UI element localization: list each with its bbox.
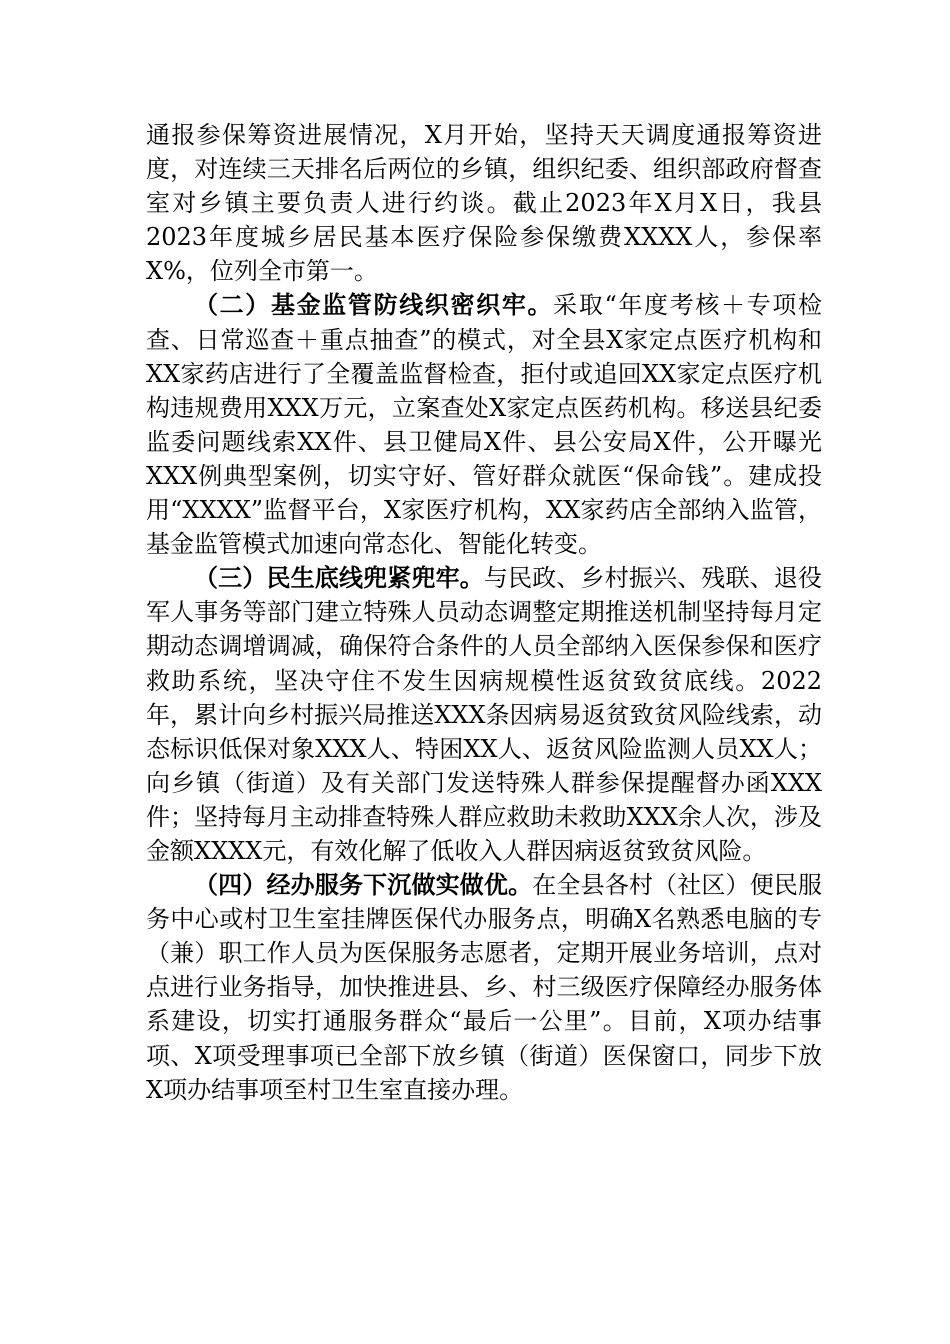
paragraph-service-handling	[146, 868, 822, 1107]
paragraph-continuation	[146, 118, 822, 288]
paragraph-text: 与民政、乡村振兴、残联、退役军人事务等部门建立特殊人员动态调整定期推送机制坚持每月定期动态调增调减，确保符合条件的人员全部纳入医保参保和医疗救助系统，坚决守住不发生因病规模性返贫致贫底线。2022年，累计向乡村振兴局推送XXX条因病易返贫致贫风险线索，动态标识低保对象XXX人、特困XX人、返贫风险监测人员XX人；向乡镇（街道）及有关部门发送特殊人群参保提醒督办函XXX件；坚持每月主动排查特殊人群应救助未救助XXX余人次，涉及金额XXXX元，有效化解了低收入人群因病返贫致贫风险。	[146, 564, 823, 865]
paragraph-fund-supervision	[146, 288, 822, 561]
paragraph-livelihood-baseline	[146, 561, 822, 868]
paragraph-text: 采取“年度考核＋专项检查、日常巡查＋重点抽查”的模式，对全县X家定点医疗机构和XX家药店进行了全覆盖监督检查，拒付或追回XX家定点医疗机构违规费用XXX万元，立案查处X家定点医药机构。移送县纪委监委问题线索XX件、县卫健局X件、县公安局X件，公开曝光XXX例典型案例，切实守好、管好群众就医“保命钱”。建成投用“XXXX”监督平台，X家医疗机构，XX家药店全部纳入监管，基金监管模式加速向常态化、智能化转变。	[146, 291, 822, 559]
paragraph-heading: （二）基金监管防线织密织牢。	[194, 290, 554, 320]
paragraph-text: 在全县各村（社区）便民服务中心或村卫生室挂牌医保代办服务点，明确X名熟悉电脑的专（兼）职工作人员为医保服务志愿者，定期开展业务培训，点对点进行业务指导，加快推进县、乡、村三级医疗保障经办服务体系建设，切实打通服务群众“最后一公里”。目前，X项办结事项、X项受理事项已全部下放乡镇（街道）医保窗口，同步下放X项办结事项至村卫生室直接办理。	[146, 871, 823, 1104]
paragraph-heading: （四）经办服务下沉做实做优。	[194, 870, 533, 900]
document-body	[146, 118, 822, 1107]
paragraph-text: 通报参保筹资进展情况，X月开始，坚持天天调度通报筹资进度，对连续三天排名后两位的乡镇，组织纪委、组织部政府督查室对乡镇主要负责人进行约谈。截止2023年X月X日，我县2023年度城乡居民基本医疗保险参保缴费XXXX人，参保率X%，位列全市第一。	[146, 121, 822, 286]
paragraph-heading: （三）民生底线兜紧兜牢。	[194, 563, 484, 593]
